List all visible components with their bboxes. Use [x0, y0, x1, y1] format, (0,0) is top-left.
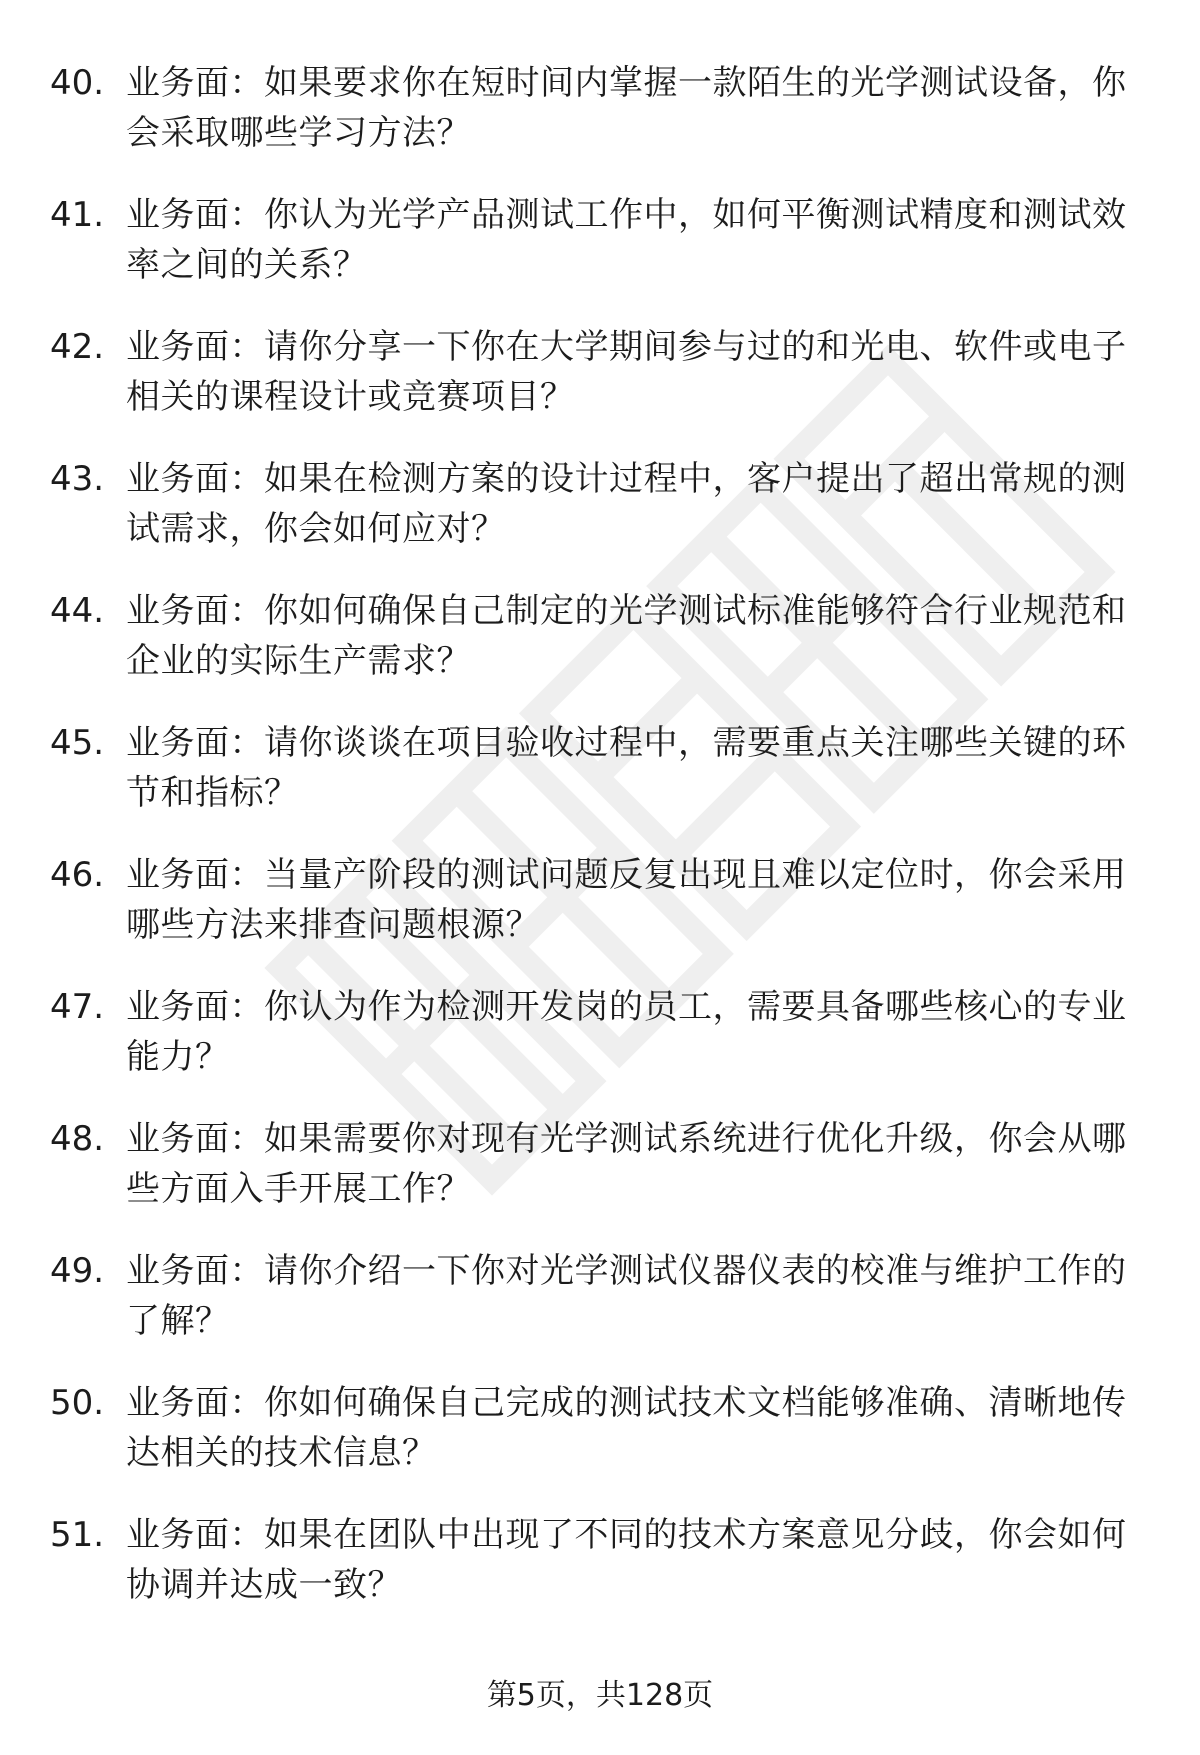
question-text: 业务面：如果在团队中出现了不同的技术方案意见分歧，你会如何协调并达成一致？ — [126, 1515, 1127, 1605]
question-number: 41. — [50, 195, 105, 235]
list-item — [0, 1246, 1200, 1378]
question-text: 业务面：如果在检测方案的设计过程中，客户提出了超出常规的测试需求，你会如何应对？ — [126, 459, 1127, 549]
question-number: 42. — [50, 327, 105, 367]
question-text: 业务面：请你介绍一下你对光学测试仪器仪表的校准与维护工作的了解？ — [126, 1251, 1127, 1341]
list-item — [0, 982, 1200, 1114]
list-item — [0, 322, 1200, 454]
question-number: 45. — [50, 723, 105, 763]
question-number: 44. — [50, 591, 105, 631]
list-item — [0, 718, 1200, 850]
question-number: 47. — [50, 987, 105, 1027]
question-number: 40. — [50, 63, 105, 103]
page-number-footer: 第5页，共128页 — [486, 1678, 714, 1713]
list-item — [0, 58, 1200, 190]
question-text: 业务面：请你谈谈在项目验收过程中，需要重点关注哪些关键的环节和指标？ — [126, 723, 1127, 813]
question-list — [0, 58, 1200, 1642]
question-number: 48. — [50, 1119, 105, 1159]
question-number: 43. — [50, 459, 105, 499]
question-number: 51. — [50, 1515, 105, 1555]
question-text: 业务面：当量产阶段的测试问题反复出现且难以定位时，你会采用哪些方法来排查问题根源？ — [126, 855, 1127, 945]
list-item — [0, 1114, 1200, 1246]
question-text: 业务面：你认为作为检测开发岗的员工，需要具备哪些核心的专业能力？ — [126, 987, 1127, 1077]
list-item — [0, 454, 1200, 586]
question-number: 50. — [50, 1383, 105, 1423]
question-text: 业务面：你如何确保自己完成的测试技术文档能够准确、清晰地传达相关的技术信息？ — [126, 1383, 1127, 1473]
question-text: 业务面：你如何确保自己制定的光学测试标准能够符合行业规范和企业的实际生产需求？ — [126, 591, 1127, 681]
question-text: 业务面：如果要求你在短时间内掌握一款陌生的光学测试设备，你会采取哪些学习方法？ — [126, 63, 1127, 153]
question-text: 业务面：请你分享一下你在大学期间参与过的和光电、软件或电子相关的课程设计或竞赛项目？ — [126, 327, 1127, 417]
list-item — [0, 1378, 1200, 1510]
question-number: 46. — [50, 855, 105, 895]
question-text: 业务面：你认为光学产品测试工作中，如何平衡测试精度和测试效率之间的关系？ — [126, 195, 1127, 285]
list-item — [0, 850, 1200, 982]
list-item — [0, 586, 1200, 718]
question-text: 业务面：如果需要你对现有光学测试系统进行优化升级，你会从哪些方面入手开展工作？ — [126, 1119, 1127, 1209]
question-number: 49. — [50, 1251, 105, 1291]
list-item — [0, 190, 1200, 322]
list-item — [0, 1510, 1200, 1642]
